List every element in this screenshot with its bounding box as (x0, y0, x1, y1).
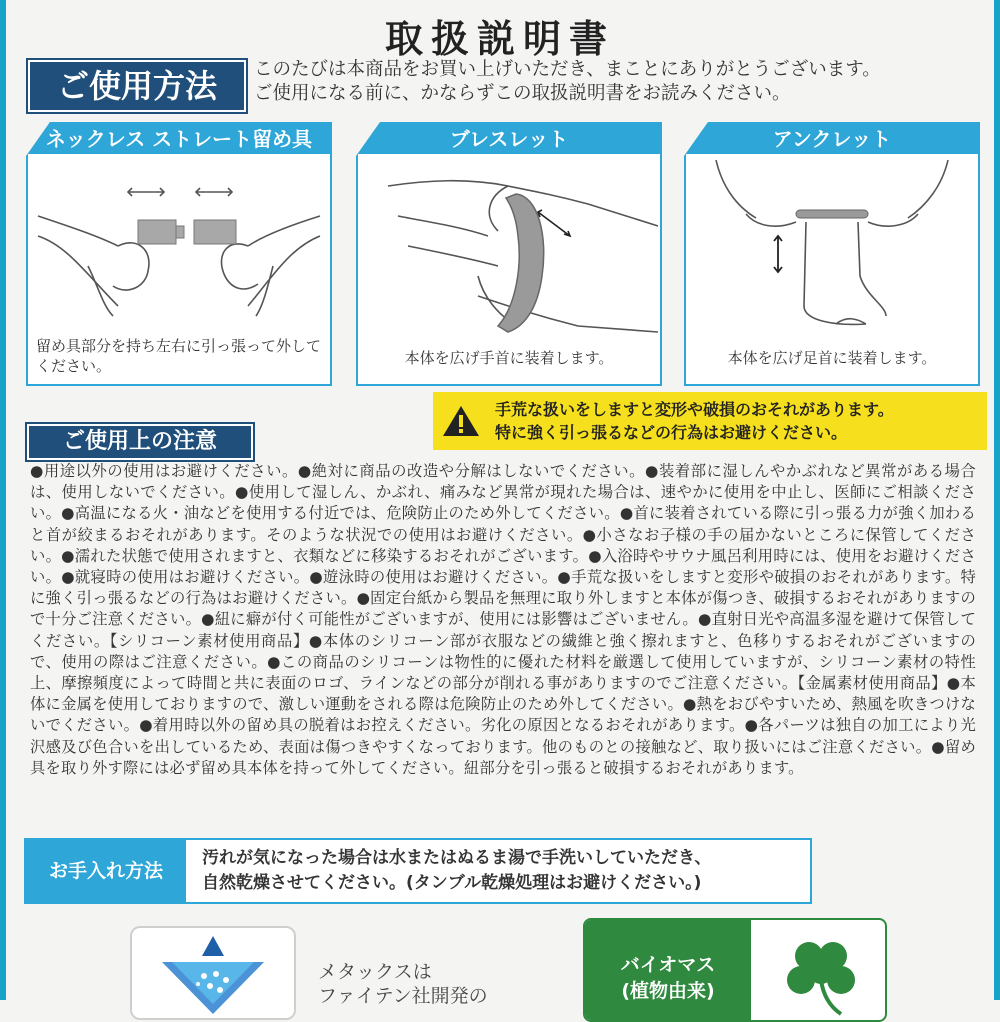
necklace-panel-title: ネックレス ストレート留め具 (28, 124, 330, 154)
metax-logo-box (130, 926, 296, 1020)
warning-text (495, 398, 894, 444)
necklace-panel-caption: 留め具部分を持ち左右に引っ張って外してください。 (36, 337, 322, 375)
bracelet-wrist-illustration (358, 156, 660, 336)
anklet-ankle-illustration (686, 156, 978, 336)
page-title: 取扱説明書 (384, 17, 615, 61)
metax-logo-icon (132, 928, 294, 1018)
warning-line-2: 特に強く引っ張るなどの行為はお避けください。 (495, 423, 848, 442)
biomass-line-2: (植物由来) (621, 980, 715, 1002)
care-text (202, 846, 711, 896)
bracelet-panel-caption: 本体を広げ手首に装着します。 (404, 349, 614, 367)
care-box (24, 838, 812, 904)
warning-triangle-icon (441, 404, 481, 438)
anklet-panel (684, 122, 980, 386)
intro-line-1: このたびは本商品をお買い上げいただき、まことにありがとうございます。 (254, 59, 881, 80)
care-line-2: 自然乾燥させてください。(タンブル乾燥処理はお避けください。) (202, 873, 702, 893)
biomass-label (585, 920, 751, 1020)
necklace-panel (26, 122, 332, 386)
necklace-clasp-illustration (28, 156, 330, 336)
clover-icon (771, 934, 871, 1020)
care-heading: お手入れ方法 (26, 840, 186, 902)
right-edge-stripe (994, 0, 1000, 1000)
anklet-panel-caption: 本体を広げ足首に装着します。 (727, 349, 937, 367)
biomass-badge (583, 918, 887, 1022)
intro-line-2: ご使用になる前に、かならずこの取扱説明書をお読みください。 (254, 83, 791, 104)
caution-heading: ご使用上の注意 (27, 424, 253, 460)
bracelet-panel-title: ブレスレット (358, 124, 660, 154)
warning-box (433, 392, 987, 450)
metax-description (318, 960, 488, 1008)
usage-intro (254, 58, 881, 106)
anklet-panel-title: アンクレット (686, 124, 978, 154)
care-line-1: 汚れが気になった場合は水またはぬるま湯で手洗いしていただき、 (202, 848, 712, 868)
caution-body-text: ●用途以外の使用はお避けください。●絶対に商品の改造や分解はしないでください。●装着部に湿しんやかぶれなど異常がある場合は、使用しないでください。●使用して湿しん、かぶれ、痛みなど異常が現れた場合は、速やかに使用を中止し、医師にご相談ください。●高温になる火・油などを使用する付近では、危険防止のため外してください。●首に装着されている際に引っ張る力が強く加わると首が絞まるおそれがあります。そのような状況での使用はお避けください。●小さなお子様の手の届かないところに保管してください。●濡れた状態で使用されますと、衣類などに移染するおそれがございます。●入浴時やサウナ風呂利用時には、使用をお避けください。●就寝時の使用はお避けください。●遊泳時の使用はお避けください。●手荒な扱いをしますと変形や破損のおそれがあります。特に強く引っ張るなどの行為はお避けください。●固定台紙から製品を無理に取り外しますと本体が傷つき、破損するおそれがありますので十分ご注意ください。●紐に癖が付く可能性がございますが、使用には影響はございません。●直射日光や高温多湿を避けて保管してください。【シリコーン素材使用商品】●本体のシリコーン部が衣服などの繊維と強く擦れますと、色移りするおそれがございますので、使用の際はご注意ください。●この商品のシリコーンは物性的に優れた材料を厳選して使用していますが、シリコーン素材の特性上、摩擦頻度によって時間と共に表面のロゴ、ラインなどの部分が削れる事がありますのでご注意ください。【金属素材使用商品】●本体に金属を使用しておりますので、激しい運動をされる際は危険防止のため外してください。●熱をおびやすいため、熱風を吹きつけないでください。●着用時以外の留め具の脱着はお控えください。劣化の原因となるおそれがあります。●各パーツは独自の加工により光沢感及び色合いを出しているため、表面は傷つきやすくなっております。他のものとの接触など、取り扱いにはご注意ください。●留め具を取り外す際には必ず留め具本体を持って外してください。紐部分を引っ張ると破損するおそれがあります。 (30, 462, 976, 777)
left-edge-stripe (0, 0, 6, 1000)
metax-line-2: ファイテン社開発の (318, 985, 488, 1007)
biomass-line-1: バイオマス (620, 954, 716, 976)
metax-line-1: メタックスは (318, 961, 432, 983)
usage-heading: ご使用方法 (28, 60, 246, 112)
bracelet-panel (356, 122, 662, 386)
warning-line-1: 手荒な扱いをしますと変形や破損のおそれがあります。 (495, 400, 894, 419)
